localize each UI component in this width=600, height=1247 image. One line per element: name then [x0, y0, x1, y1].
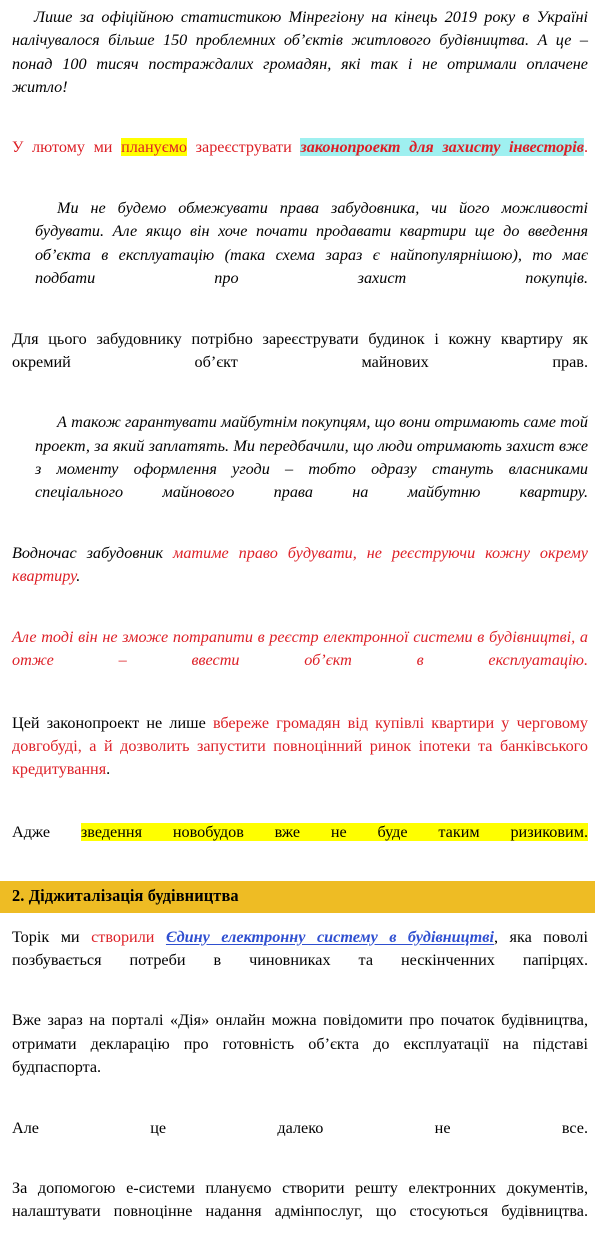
text-run-black: .: [76, 567, 81, 586]
paragraph-less-risky: [12, 821, 588, 868]
paragraph-spacer: [12, 805, 588, 821]
section-heading-digitalization: 2. Діджиталізація будівництва: [12, 885, 239, 905]
paragraph-spacer: [12, 314, 588, 328]
paragraph-e-system-plans: За допомогою е-системи плануємо створити решту електронних документів, налаштувати повноцінне надання адмінпослуг, що стосуються будівництва.: [12, 1179, 588, 1221]
text-run-red: створили: [91, 927, 155, 946]
paragraph-quote-buyer-guarantees: А також гарантувати майбутнім покупцям, що вони отримають саме той проект, за який заплатять. Ми передбачили, що люди отримають захист вже з моменту оформлення угоди – тобто одразу стануть власниками спеціального майнового права на майбутню квартиру.: [35, 413, 588, 502]
paragraph-spacer: [12, 1163, 588, 1177]
paragraph-quote-developer-rights: Ми не будемо обмежувати права забудовника, чи його можливості будувати. Але якщо він хоче почати продавати квартири ще до введення об’єкта в експлуатацію (така схема зараз є найпопулярнішою), то має подбати про захист покупців.: [35, 199, 588, 287]
text-run-black: , яка поволі позбувається потреби в чиновниках та нескінченних папірцях.: [12, 927, 588, 969]
text-run-black: Торік ми: [12, 927, 92, 946]
paragraph-draft-law-announcement: [12, 136, 588, 183]
highlighted-text-less-risky: зведення новобудов вже не буде таким ризиковим.: [80, 822, 588, 841]
paragraph-spacer: [12, 122, 588, 136]
text-run-black: Водночас забудовник: [12, 543, 173, 562]
paragraph-registration-requirement: Для цього забудовнику потрібно зареєструвати будинок і кожну квартиру як окремий об’єкт майнових прав.: [12, 329, 588, 371]
paragraph-spacer: [12, 612, 588, 626]
text-run-black: Цей законопроект не лише: [12, 713, 213, 732]
text-run-red: У лютому ми: [12, 138, 122, 157]
highlighted-text-investor-protection-bill: законопроект для захисту інвесторів: [300, 138, 584, 157]
text-run-red: вбереже громадян від купівлі квартири у черговому довгобуді, а й дозволить запустити повноцінний ринок іпотеки та банківського кредитування: [12, 713, 588, 779]
paragraph-registry-consequence: Але тоді він не зможе потрапити в реєстр електронної системи в будівництві, а отже – ввести об’єкт в експлуатацію.: [12, 627, 588, 670]
text-run-black: [154, 928, 165, 946]
highlighted-text-planuemo: плануємо: [121, 138, 188, 157]
paragraph-intro: Лише за офіційною статистикою Мінрегіону на кінець 2019 року в Україні налічувалося більше 150 проблемних об’єктів житлового будівництва. А це – понад 100 тисяч постраждалих громадян, які так і не отримали оплачене житло!: [12, 8, 588, 96]
paragraph-spacer: [12, 995, 588, 1009]
paragraph-spacer: [12, 528, 588, 542]
text-run-red: .: [583, 138, 589, 157]
hyperlink-unified-electronic-construction-system[interactable]: Єдину електронну систему в будівництві: [165, 927, 494, 946]
paragraph-spacer: [12, 868, 588, 881]
paragraph-diia-portal: Вже зараз на порталі «Дія» онлайн можна повідомити про початок будівництва, отримати декларацію про готовність об’єкта до експлуатації на підставі будпаспорта.: [12, 1011, 588, 1076]
paragraph-not-all: Але це далеко не все.: [12, 1118, 588, 1137]
text-run-red: зареєструвати: [187, 138, 301, 157]
paragraph-spacer: [12, 397, 588, 411]
text-run-red: матиме право будувати, не реєструючи кожну окрему квартиру: [12, 543, 588, 586]
paragraph-spacer: [12, 696, 588, 712]
text-run-black: .: [106, 760, 111, 779]
text-run-black: Адже: [12, 822, 81, 841]
paragraph-build-without-registering: [12, 542, 588, 612]
paragraph-spacer: [12, 913, 588, 926]
paragraph-unified-system: [12, 926, 588, 996]
section-heading-band: [0, 881, 595, 913]
paragraph-spacer: [12, 183, 588, 197]
paragraph-mortgage-market: [12, 712, 588, 805]
paragraph-spacer: [12, 1103, 588, 1117]
